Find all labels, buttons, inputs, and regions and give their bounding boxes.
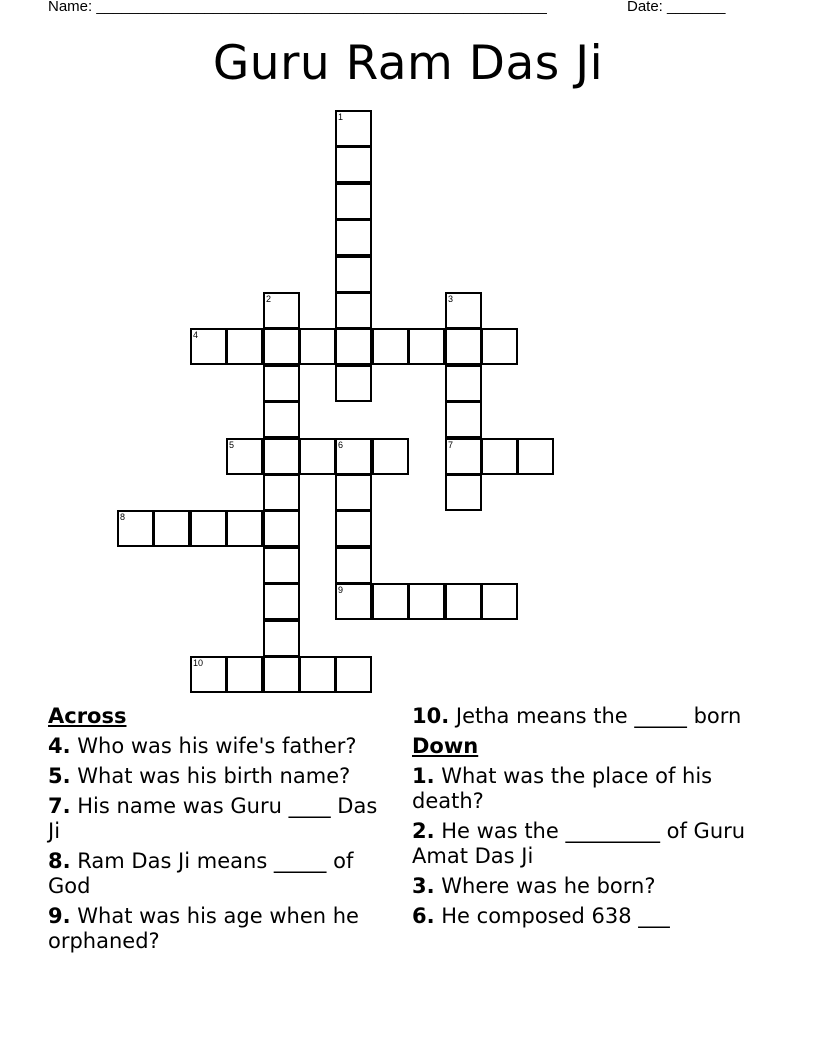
grid-cell[interactable] <box>190 510 227 547</box>
cell-number: 8 <box>120 512 126 522</box>
grid-cell[interactable] <box>299 438 336 475</box>
clue-number: 10. <box>412 704 450 728</box>
grid-cell[interactable] <box>263 510 300 547</box>
clue-across-8 <box>48 849 393 899</box>
grid-cell[interactable] <box>263 583 300 620</box>
grid-cell[interactable] <box>263 620 300 657</box>
puzzle-title: Guru Ram Das Ji <box>212 36 604 91</box>
grid-cell[interactable] <box>335 365 372 402</box>
clue-number: 4. <box>48 734 71 758</box>
clue-across-9 <box>48 904 393 954</box>
down-heading: Down <box>412 734 479 758</box>
clues-right-column <box>412 704 762 934</box>
cell-number: 2 <box>266 294 272 304</box>
clue-number: 6. <box>412 904 435 928</box>
cell-number: 6 <box>338 440 344 450</box>
grid-cell[interactable] <box>263 365 300 402</box>
clues-left-column <box>48 704 393 959</box>
cell-number: 9 <box>338 585 344 595</box>
date-field-label[interactable]: Date: _______ <box>627 0 726 15</box>
grid-cell[interactable] <box>335 328 372 365</box>
grid-cell[interactable] <box>190 656 227 693</box>
grid-cell[interactable] <box>517 438 554 475</box>
cell-number: 1 <box>338 112 344 122</box>
clue-down-3 <box>412 874 762 899</box>
grid-cell[interactable] <box>408 583 445 620</box>
cell-number: 7 <box>448 440 454 450</box>
grid-cell[interactable] <box>445 292 482 329</box>
grid-cell[interactable] <box>445 328 482 365</box>
clue-number: 2. <box>412 819 435 843</box>
clue-down-6 <box>412 904 762 929</box>
grid-cell[interactable] <box>481 583 518 620</box>
clue-number: 3. <box>412 874 435 898</box>
clue-across-10 <box>412 704 762 729</box>
grid-cell[interactable] <box>263 656 300 693</box>
cell-number: 3 <box>448 294 454 304</box>
grid-cell[interactable] <box>408 328 445 365</box>
grid-cell[interactable] <box>445 438 482 475</box>
grid-cell[interactable] <box>263 547 300 584</box>
grid-cell[interactable] <box>335 474 372 511</box>
grid-cell[interactable] <box>445 365 482 402</box>
grid-cell[interactable] <box>263 438 300 475</box>
clue-text: Jetha means the _____ born <box>449 704 742 728</box>
grid-cell[interactable] <box>263 292 300 329</box>
name-field-label[interactable]: Name: ______________________________________________________ <box>48 0 547 15</box>
grid-cell[interactable] <box>335 219 372 256</box>
grid-cell[interactable] <box>263 474 300 511</box>
clue-across-5 <box>48 764 393 789</box>
clue-across-7 <box>48 794 393 844</box>
clue-text: What was the place of his death? <box>412 764 713 813</box>
grid-cell[interactable] <box>335 183 372 220</box>
grid-cell[interactable] <box>372 328 409 365</box>
grid-cell[interactable] <box>335 583 372 620</box>
clue-text: His name was Guru ____ Das Ji <box>48 794 378 843</box>
clue-text: What was his birth name? <box>70 764 351 788</box>
grid-cell[interactable] <box>226 656 263 693</box>
grid-cell[interactable] <box>445 583 482 620</box>
grid-cell[interactable] <box>117 510 154 547</box>
clue-text: Who was his wife's father? <box>70 734 357 758</box>
grid-cell[interactable] <box>226 510 263 547</box>
grid-cell[interactable] <box>263 328 300 365</box>
clue-text: He was the _________ of Guru Amat Das Ji <box>412 819 746 868</box>
clue-text: He composed 638 ___ <box>434 904 670 928</box>
clue-across-4 <box>48 734 393 759</box>
grid-cell[interactable] <box>372 438 409 475</box>
clue-number: 9. <box>48 904 71 928</box>
grid-cell[interactable] <box>153 510 190 547</box>
clue-number: 5. <box>48 764 71 788</box>
grid-cell[interactable] <box>299 328 336 365</box>
cell-number: 4 <box>193 330 199 340</box>
across-heading: Across <box>48 704 127 728</box>
cell-number: 5 <box>229 440 235 450</box>
grid-cell[interactable] <box>481 328 518 365</box>
grid-cell[interactable] <box>190 328 227 365</box>
grid-cell[interactable] <box>445 474 482 511</box>
grid-cell[interactable] <box>263 401 300 438</box>
clue-down-1 <box>412 764 762 814</box>
grid-cell[interactable] <box>335 256 372 293</box>
header-line <box>0 0 816 18</box>
grid-cell[interactable] <box>335 292 372 329</box>
grid-cell[interactable] <box>335 656 372 693</box>
clue-number: 1. <box>412 764 435 788</box>
grid-cell[interactable] <box>335 110 372 147</box>
clue-down-2 <box>412 819 762 869</box>
grid-cell[interactable] <box>481 438 518 475</box>
grid-cell[interactable] <box>335 510 372 547</box>
grid-cell[interactable] <box>226 438 263 475</box>
grid-cell[interactable] <box>335 146 372 183</box>
cell-number: 10 <box>193 658 204 668</box>
clue-number: 8. <box>48 849 71 873</box>
grid-cell[interactable] <box>335 547 372 584</box>
grid-cell[interactable] <box>372 583 409 620</box>
clue-text: Where was he born? <box>434 874 656 898</box>
grid-cell[interactable] <box>226 328 263 365</box>
grid-cell[interactable] <box>335 438 372 475</box>
clue-text: Ram Das Ji means _____ of God <box>48 849 354 898</box>
grid-cell[interactable] <box>299 656 336 693</box>
clue-number: 7. <box>48 794 71 818</box>
clue-text: What was his age when he orphaned? <box>48 904 359 953</box>
grid-cell[interactable] <box>445 401 482 438</box>
